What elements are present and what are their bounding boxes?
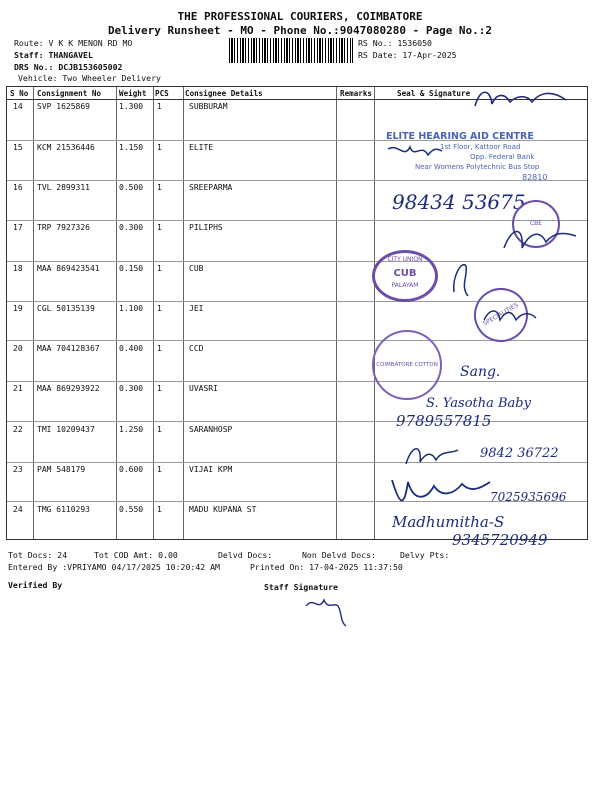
- row-consignment: MAA 704128367: [37, 344, 100, 353]
- row-consignee: SUBBURAM: [189, 102, 228, 111]
- row-weight: 0.300: [119, 384, 144, 393]
- row-consignment: TRP 7927326: [37, 223, 90, 232]
- row-sno: 17: [13, 223, 23, 232]
- handwritten-phone-row23: 7025935696: [490, 490, 567, 504]
- elite-stamp-line2: Opp. Federal Bank: [470, 153, 535, 161]
- row-pcs: 1: [157, 223, 162, 232]
- row-sno: 22: [13, 425, 23, 434]
- vehicle: Vehicle: Two Wheeler Delivery: [18, 73, 161, 83]
- row-consignment: TMI 10209437: [37, 425, 95, 434]
- col-seal-signature: Seal & Signature: [397, 89, 471, 98]
- staff-signature-label: Staff Signature: [264, 582, 338, 592]
- total-cod-amount: Tot COD Amt: 0.00: [94, 550, 178, 560]
- row-sno: 14: [13, 102, 23, 111]
- handwritten-sign-row21: Sang.: [460, 364, 501, 380]
- signature-row18: [448, 256, 478, 300]
- row-consignment: PAM 548179: [37, 465, 86, 474]
- row-pcs: 1: [157, 264, 162, 273]
- row-sno: 21: [13, 384, 23, 393]
- signature-row14: [470, 86, 580, 116]
- row-consignee: CCD: [189, 344, 204, 353]
- row-weight: 0.150: [119, 264, 144, 273]
- col-pcs: PCS: [155, 89, 169, 98]
- col-sno: S No: [10, 89, 29, 98]
- signature-row23: [386, 472, 496, 512]
- ccd-stamp: [372, 330, 442, 400]
- col-consignment: Consignment No: [37, 89, 102, 98]
- row-weight: 0.300: [119, 223, 144, 232]
- row-pcs: 1: [157, 384, 162, 393]
- row-consignment: KCM 21536446: [37, 143, 95, 152]
- row-pcs: 1: [157, 505, 162, 514]
- elite-stamp-phone: 82810: [522, 173, 548, 182]
- jei-stamp-text: SPECIALITIES: [481, 301, 520, 328]
- signature-row19: [480, 300, 540, 330]
- elite-stamp-line3: Near Womens Polytechnic Bus Stop: [415, 163, 540, 171]
- ccd-stamp-text: COIMBATORE COTTON: [376, 362, 438, 368]
- verified-by: Verified By: [8, 580, 63, 590]
- company-title: THE PROFESSIONAL COURIERS, COIMBATORE: [177, 10, 423, 23]
- non-delivered-docs: Non Delvd Docs:: [302, 550, 376, 560]
- row-consignee: UVASRI: [189, 384, 218, 393]
- rs-number: RS No.: 1536050: [358, 38, 432, 48]
- cub-stamp-bottom: PALAYAM: [391, 281, 419, 289]
- row-pcs: 1: [157, 143, 162, 152]
- elite-stamp-name: ELITE HEARING AID CENTRE: [386, 131, 534, 142]
- runsheet-subtitle: Delivery Runsheet - MO - Phone No.:9047080280 - Page No.:2: [107, 24, 493, 37]
- handwritten-phone-row22: 9842 36722: [480, 446, 559, 461]
- row-consignment: TMG 6110293: [37, 505, 90, 514]
- signature-row22: [402, 440, 482, 474]
- elite-stamp-line1: 1st Floor, Kattoor Road: [440, 143, 521, 151]
- row-consignee: ELITE: [189, 143, 214, 152]
- handwritten-phone-row21: 9789557815: [396, 412, 492, 430]
- row-weight: 0.600: [119, 465, 144, 474]
- delivered-docs: Delvd Docs:: [218, 550, 273, 560]
- row-pcs: 1: [157, 344, 162, 353]
- cbe-stamp-text: CBE: [529, 220, 543, 227]
- staff-signature: [300, 592, 360, 632]
- row-consignment: CGL 50135139: [37, 304, 95, 313]
- row-weight: 1.100: [119, 304, 144, 313]
- entered-by: Entered By :VPRIYAMO 04/17/2025 10:20:42 AM: [8, 562, 220, 572]
- row-weight: 0.500: [119, 183, 144, 192]
- row-consignee: JEI: [189, 304, 204, 313]
- row-weight: 0.400: [119, 344, 144, 353]
- cub-stamp-top: CITY UNION: [387, 256, 423, 263]
- signature-row15: [384, 141, 444, 171]
- row-sno: 15: [13, 143, 23, 152]
- col-consignee: Consignee Details: [185, 89, 263, 98]
- route: Route: V K K MENON RD MO: [14, 38, 133, 48]
- row-sno: 19: [13, 304, 23, 313]
- drs-number: DRS No.: DCJB153605002: [14, 62, 123, 72]
- row-sno: 16: [13, 183, 23, 192]
- row-consignment: TVL 2899311: [37, 183, 90, 192]
- col-remarks: Remarks: [340, 89, 373, 98]
- cub-stamp-mid: CUB: [393, 267, 417, 279]
- row-consignee: VIJAI KPM: [189, 465, 233, 474]
- col-weight: Weight: [119, 89, 147, 98]
- row-pcs: 1: [157, 183, 162, 192]
- row-weight: 1.300: [119, 102, 144, 111]
- handwritten-number-row16: 98434 53675: [392, 190, 526, 214]
- row-consignment: SVP 1625869: [37, 102, 90, 111]
- barcode: [229, 38, 353, 63]
- row-consignment: MAA 869423541: [37, 264, 100, 273]
- rs-date: RS Date: 17-Apr-2025: [358, 50, 457, 60]
- staff: Staff: THANGAVEL: [14, 50, 93, 60]
- row-sno: 24: [13, 505, 23, 514]
- total-docs: Tot Docs: 24: [8, 550, 68, 560]
- row-sno: 23: [13, 465, 23, 474]
- row-pcs: 1: [157, 425, 162, 434]
- row-weight: 0.550: [119, 505, 144, 514]
- row-consignee: MADU KUPANA ST: [189, 505, 257, 514]
- row-pcs: 1: [157, 304, 162, 313]
- row-weight: 1.250: [119, 425, 144, 434]
- row-sno: 18: [13, 264, 23, 273]
- row-weight: 1.150: [119, 143, 144, 152]
- row-consignee: SREEPARMA: [189, 183, 233, 192]
- row-sno: 20: [13, 344, 23, 353]
- row-consignment: MAA 869293922: [37, 384, 100, 393]
- handwritten-phone-row24: 9345720949: [452, 531, 548, 549]
- row-pcs: 1: [157, 465, 162, 474]
- handwritten-name-row24: Madhumitha-S: [392, 513, 505, 531]
- delivery-points: Delvy Pts:: [400, 550, 450, 560]
- cub-stamp: [372, 250, 438, 302]
- row-consignee: PILIPHS: [189, 223, 223, 232]
- signature-row17: [500, 222, 580, 256]
- handwritten-name-row21: S. Yasotha Baby: [426, 396, 531, 411]
- row-pcs: 1: [157, 102, 162, 111]
- printed-on: Printed On: 17-04-2025 11:37:50: [250, 562, 403, 572]
- row-consignee: SARANHOSP: [189, 425, 233, 434]
- row-consignee: CUB: [189, 264, 204, 273]
